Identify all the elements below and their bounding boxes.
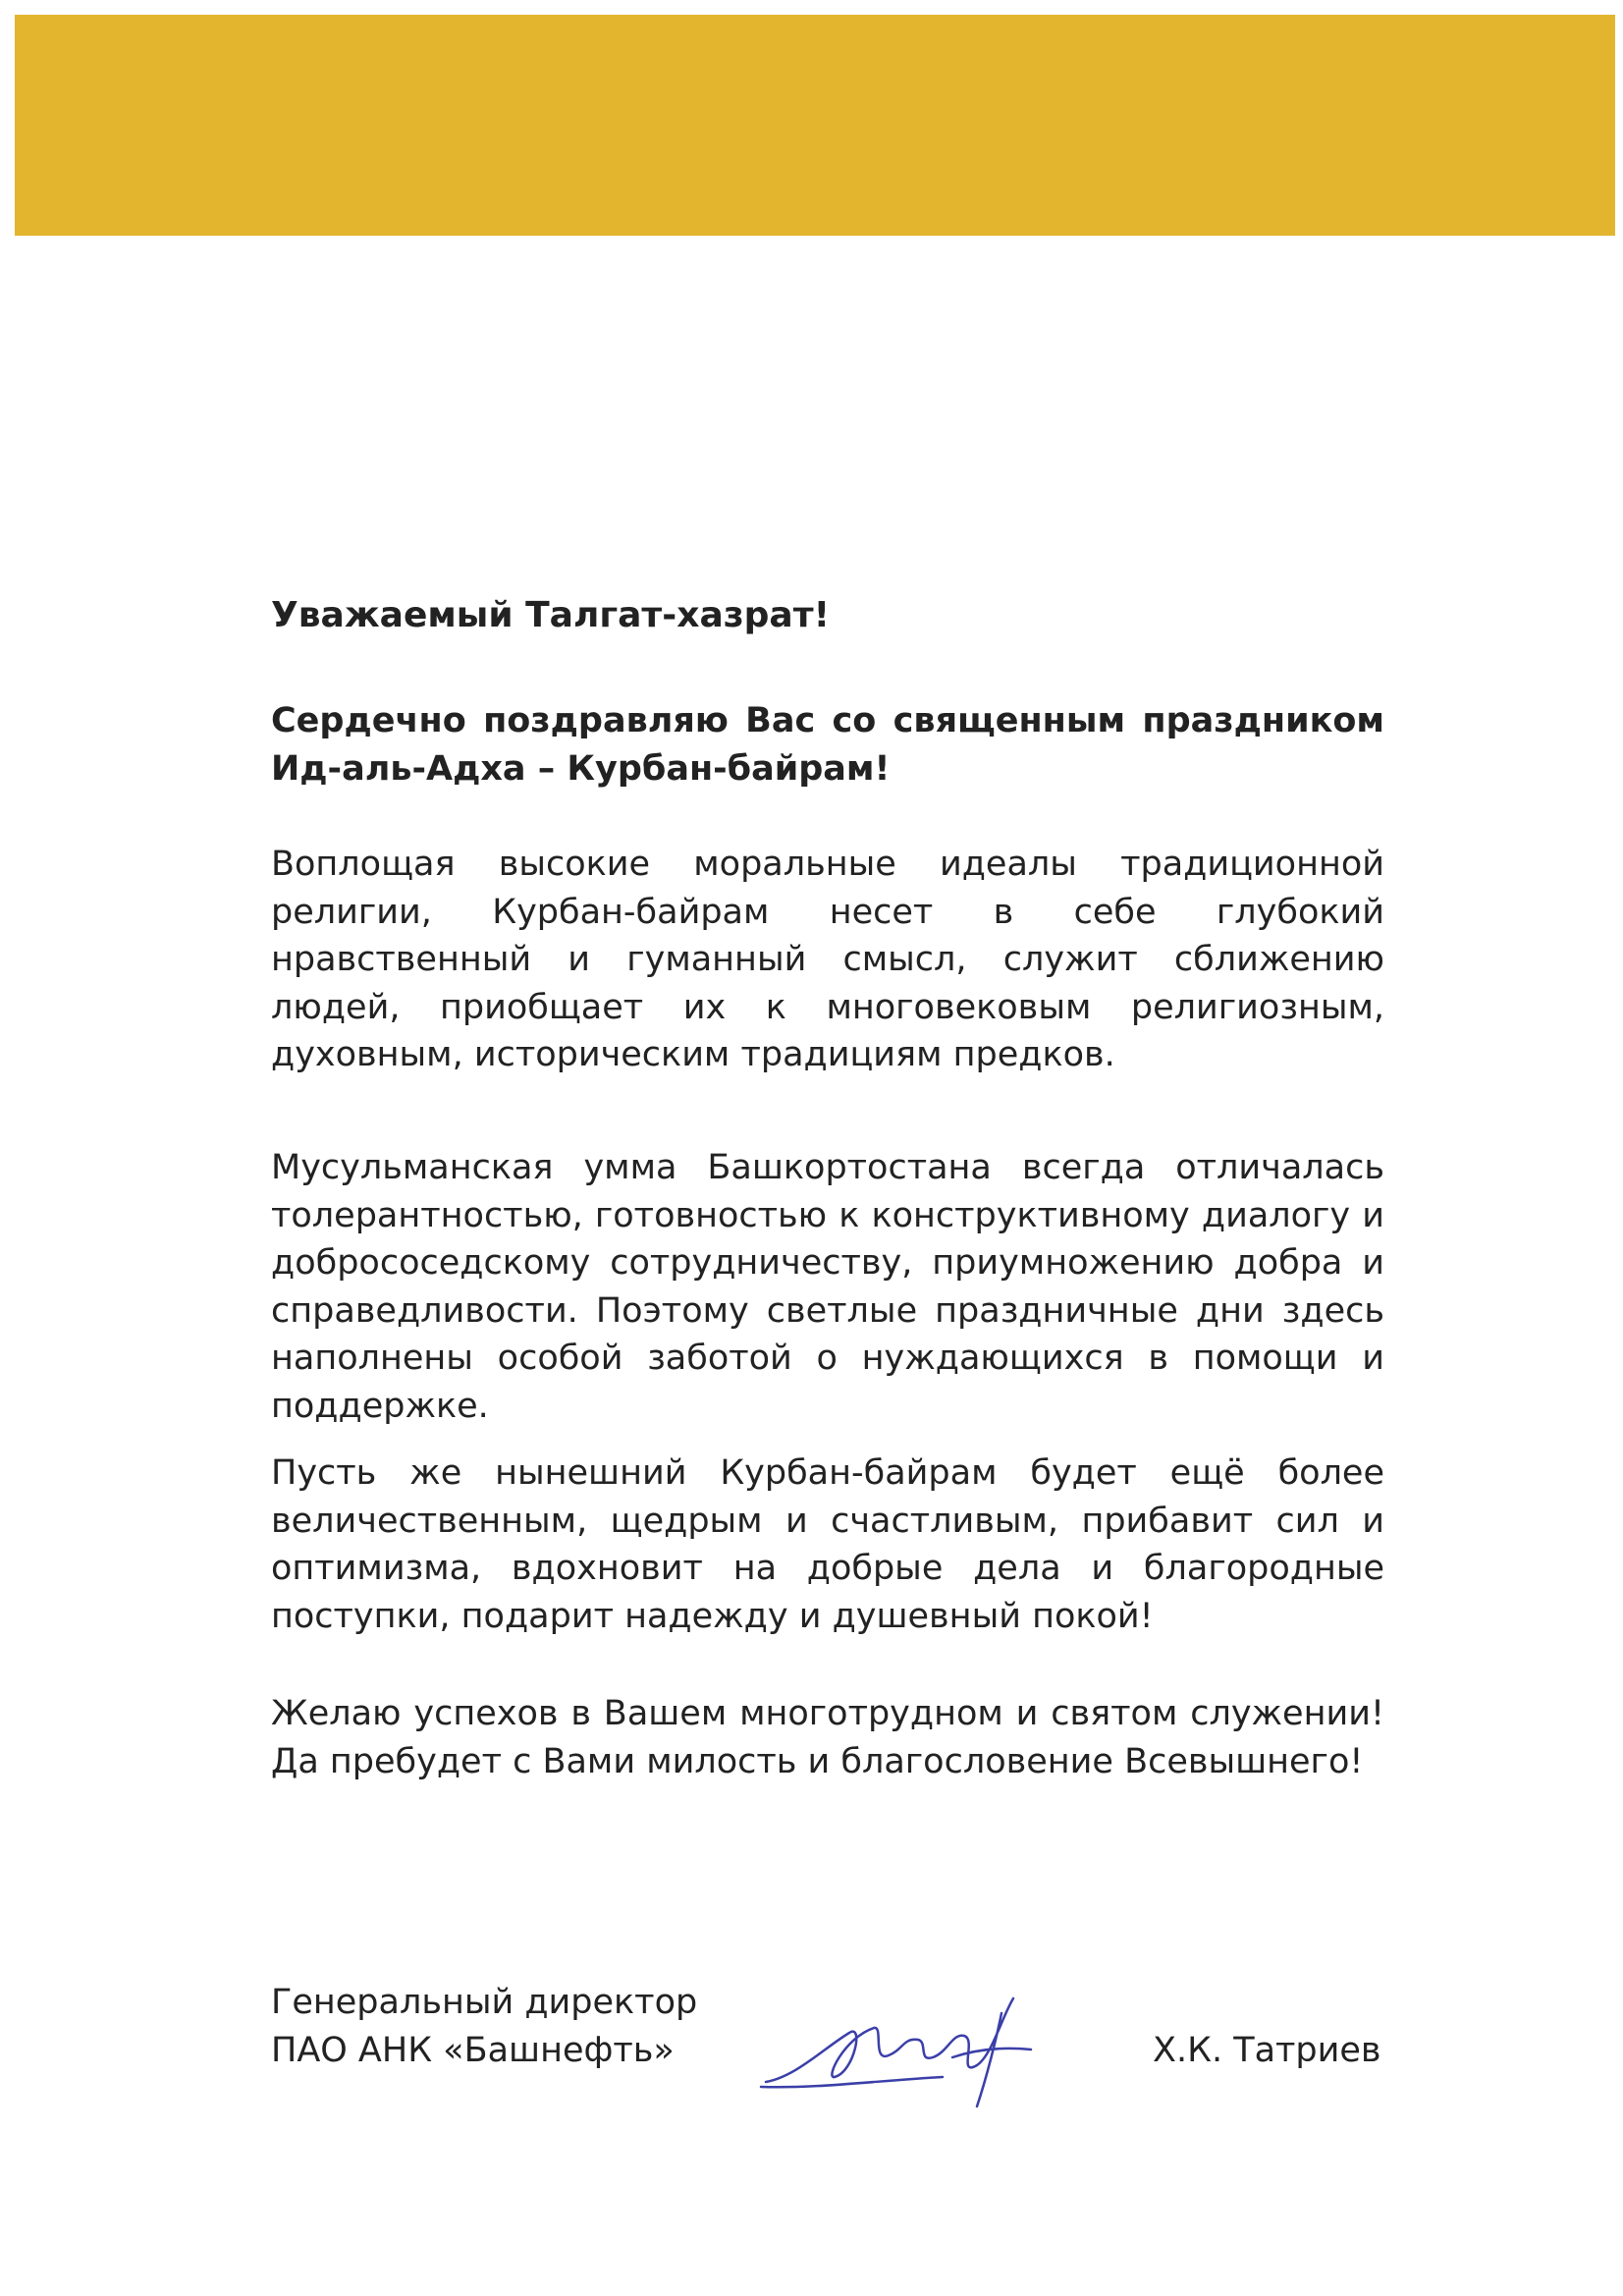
- greeting: Уважаемый Талгат-хазрат!: [271, 595, 831, 635]
- paragraph-congratulation: Сердечно поздравляю Вас со священным праздником Ид-аль-Адха – Курбан-байрам!: [271, 701, 1384, 789]
- signatory-name: Х.К. Татриев: [1153, 2031, 1381, 2070]
- signatory-position: Генеральный директор: [271, 1983, 698, 2022]
- signatory-title: [271, 1979, 697, 2074]
- paragraph-2: Мусульманская умма Башкортостана всегда отличалась толерантностью, готовностью к конструктивному диалогу и добрососедскому сотрудничеству, приумножению добра и справедливости. Поэтому светлые праздничные дни здесь наполнены особой заботой о нуждающихся в помощи и поддержке.: [271, 1148, 1384, 1426]
- paragraph-4: Желаю успехов в Вашем многотрудном и святом служении! Да пребудет с Вами милость и благословение Всевышнего!: [271, 1694, 1384, 1781]
- header-color-band: [15, 15, 1615, 236]
- signatory-company: ПАО АНК «Башнефть»: [271, 2030, 675, 2070]
- paragraph-3: Пусть же нынешний Курбан-байрам будет ещё более величественным, щедрым и счастливым, прибавит сил и оптимизма, вдохновит на добрые дела и благородные поступки, подарит надежду и душевный покой!: [271, 1453, 1384, 1636]
- handwritten-signature: [756, 1979, 1051, 2116]
- paragraph-1: Воплощая высокие моральные идеалы традиционной религии, Курбан-байрам несет в себе глубокий нравственный и гуманный смысл, служит сближению людей, приобщает их к многовековым религиозным, духовным, историческим традициям предков.: [271, 845, 1384, 1074]
